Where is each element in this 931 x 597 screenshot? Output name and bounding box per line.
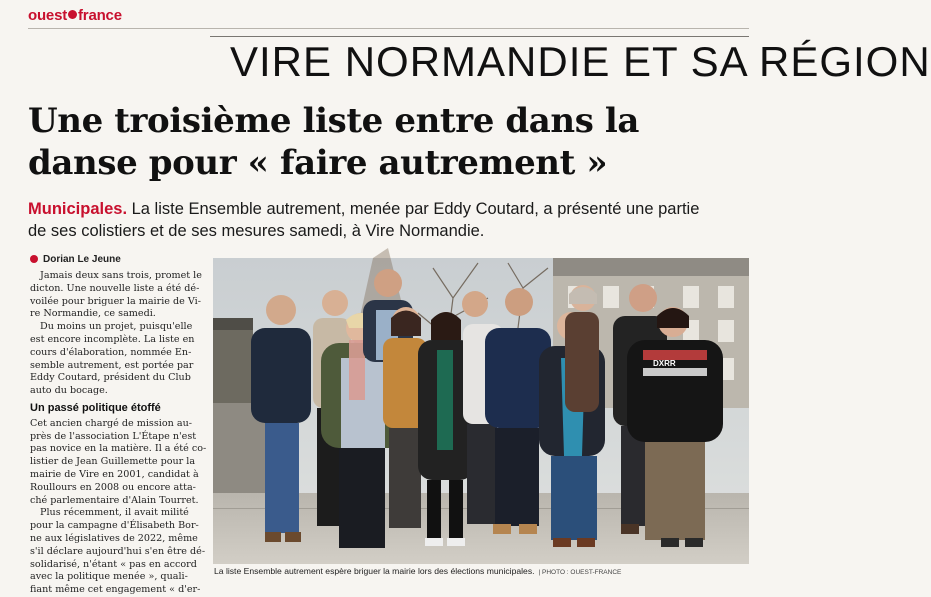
section-rule <box>210 36 749 37</box>
paragraph: Jamais deux sans trois, promet le dicton. Une nouvelle liste a été dé- voilée pour briguer la mairie de Vi- re Normandie, ce samedi. <box>30 270 202 320</box>
group-photo <box>213 258 749 564</box>
byline-bullet-icon <box>30 255 38 263</box>
article-body <box>30 270 206 597</box>
paragraph: Plus récemment, il avait milité pour la campagne d'Élisabeth Bor- ne aux législatives de 2022, même s'il déclare aujourd'hui s'en être dé- solidarisé, n'étant « pas en accord avec la politique menée », quali- fiant même cet engagement « d'er- <box>30 507 206 596</box>
lede-kicker: Municipales. <box>28 200 128 218</box>
section-title: VIRE NORMANDIE ET SA RÉGION <box>230 38 931 85</box>
photo-caption: La liste Ensemble autrement espère briguer la mairie lors des élections municipales. | PHOTO : OUEST-FRANCE <box>214 566 622 576</box>
photo-credit: | PHOTO : OUEST-FRANCE <box>538 569 622 576</box>
article-lede <box>28 198 748 242</box>
headline-line: danse pour « faire autrement » <box>28 143 608 183</box>
paragraph: Cet ancien chargé de mission au- près de l'association L'Étape n'est pas novice en la matière. Il a été co- listier de Jean Guillemette pour la mairie de Vire en 2001, candidat à Roullours en 2008 ou encore atta- ché parlementaire d'Alain Tourret. <box>30 417 207 506</box>
lede-line: Municipales. La liste Ensemble autrement, menée par Eddy Coutard, a présenté une partie <box>28 200 700 218</box>
byline: Dorian Le Jeune <box>30 254 121 265</box>
headline-line: Une troisième liste entre dans la <box>28 101 640 141</box>
article-headline <box>28 100 748 184</box>
logo-dot-icon <box>68 10 77 19</box>
ouest-france-logo: ouest france <box>28 7 122 24</box>
article-subheading: Un passé politique étoffé <box>30 401 161 414</box>
paragraph: Du moins un projet, puisqu'elle est encore incomplète. La liste en cours d'élaboration, nommée En- semble autrement, est portée par Eddy Coutard, président du Club auto du bocage. <box>30 321 195 397</box>
masthead-rule <box>28 28 749 29</box>
jacket-brand: DXRR <box>653 359 676 368</box>
lede-line: de ses colistiers et de ses mesures samedi, à Vire Normandie. <box>28 222 485 240</box>
group-photo-illustration <box>213 258 749 564</box>
